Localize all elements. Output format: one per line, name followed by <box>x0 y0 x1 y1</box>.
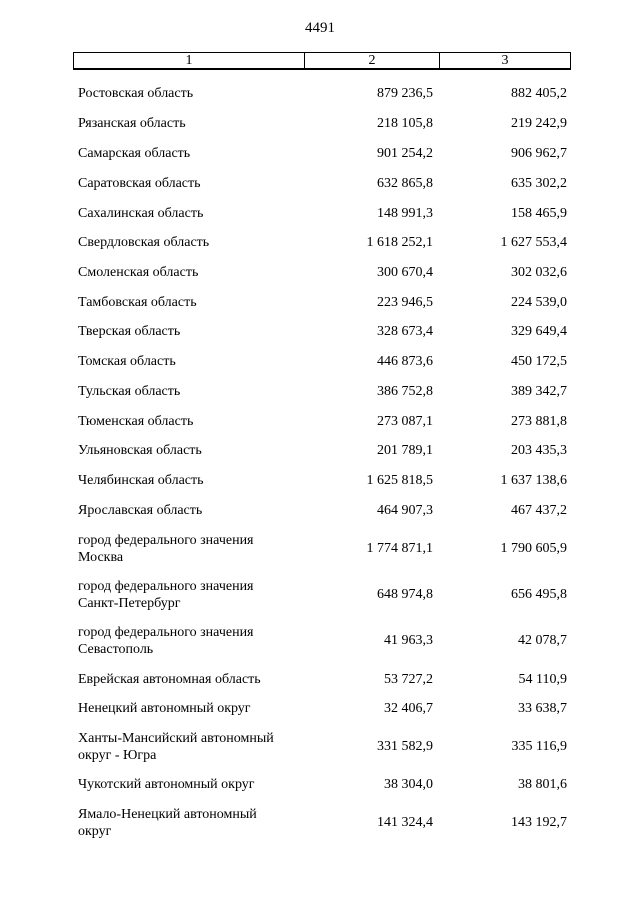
region-name-line: город федерального значения <box>78 625 254 640</box>
region-name-line: Свердловская область <box>78 235 210 250</box>
region-name <box>78 578 298 612</box>
value-col3: 906 962,7 <box>511 146 567 161</box>
region-name <box>78 383 298 400</box>
value-col3: 158 465,9 <box>511 206 567 221</box>
value-col2: 53 727,2 <box>384 672 433 687</box>
region-name-line: Челябинская область <box>78 473 204 488</box>
value-col3: 635 302,2 <box>511 176 567 191</box>
value-col2: 41 963,3 <box>384 633 433 648</box>
region-name <box>78 413 298 430</box>
value-col2: 901 254,2 <box>377 146 433 161</box>
region-name-line: Сахалинская область <box>78 206 204 221</box>
value-col3: 1 627 553,4 <box>500 235 567 250</box>
region-name-line: Томская область <box>78 354 176 369</box>
value-col2: 218 105,8 <box>377 116 433 131</box>
region-name <box>78 323 298 340</box>
value-col2: 141 324,4 <box>377 815 433 830</box>
region-name-line: Еврейская автономная область <box>78 672 261 687</box>
region-name-line: Смоленская область <box>78 265 199 280</box>
value-col3: 219 242,9 <box>511 116 567 131</box>
region-name-line: Санкт-Петербург <box>78 596 181 611</box>
region-name <box>78 532 298 566</box>
region-name-line: Ростовская область <box>78 86 194 101</box>
value-col2: 1 618 252,1 <box>366 235 433 250</box>
value-col3: 1 790 605,9 <box>500 541 567 556</box>
region-name-line: Саратовская область <box>78 176 201 191</box>
value-col3: 450 172,5 <box>511 354 567 369</box>
value-col3: 38 801,6 <box>518 777 567 792</box>
region-name <box>78 353 298 370</box>
region-name <box>78 624 298 658</box>
region-name-line: Ненецкий автономный округ <box>78 701 251 716</box>
value-col3: 656 495,8 <box>511 587 567 602</box>
column-header-2: 2 <box>305 53 440 68</box>
value-col3: 42 078,7 <box>518 633 567 648</box>
value-col2: 648 974,8 <box>377 587 433 602</box>
value-col3: 467 437,2 <box>511 503 567 518</box>
value-col2: 386 752,8 <box>377 384 433 399</box>
value-col2: 1 774 871,1 <box>366 541 433 556</box>
value-col3: 882 405,2 <box>511 86 567 101</box>
value-col2: 331 582,9 <box>377 739 433 754</box>
value-col2: 300 670,4 <box>377 265 433 280</box>
value-col3: 335 116,9 <box>511 739 567 754</box>
region-name <box>78 145 298 162</box>
region-name-line: Тульская область <box>78 384 181 399</box>
region-name <box>78 85 298 102</box>
region-name-line: Севастополь <box>78 642 154 657</box>
region-name-line: город федерального значения <box>78 533 254 548</box>
region-name <box>78 264 298 281</box>
value-col3: 33 638,7 <box>518 701 567 716</box>
value-col2: 223 946,5 <box>377 295 433 310</box>
region-name <box>78 502 298 519</box>
region-name <box>78 700 298 717</box>
value-col2: 1 625 818,5 <box>366 473 433 488</box>
region-name <box>78 472 298 489</box>
column-header-3: 3 <box>501 53 509 68</box>
value-col3: 389 342,7 <box>511 384 567 399</box>
region-name <box>78 730 298 764</box>
region-name <box>78 442 298 459</box>
region-name-line: город федерального значения <box>78 579 254 594</box>
region-name <box>78 294 298 311</box>
region-name-line: Ярославская область <box>78 503 203 518</box>
value-col2: 273 087,1 <box>377 414 433 429</box>
region-name-line: округ <box>78 824 112 839</box>
value-col3: 273 881,8 <box>511 414 567 429</box>
value-col2: 201 789,1 <box>377 443 433 458</box>
value-col3: 224 539,0 <box>511 295 567 310</box>
region-name <box>78 205 298 222</box>
region-name <box>78 806 298 840</box>
value-col3: 1 637 138,6 <box>500 473 567 488</box>
value-col2: 879 236,5 <box>377 86 433 101</box>
value-col3: 302 032,6 <box>511 265 567 280</box>
value-col2: 32 406,7 <box>384 701 433 716</box>
region-name-line: Тюменская область <box>78 414 194 429</box>
region-name <box>78 175 298 192</box>
region-name-line: Рязанская область <box>78 116 186 131</box>
region-name <box>78 671 298 688</box>
value-col2: 38 304,0 <box>384 777 433 792</box>
value-col3: 143 192,7 <box>511 815 567 830</box>
region-name-line: Ямало-Ненецкий автономный <box>78 807 257 822</box>
region-name <box>78 234 298 251</box>
value-col2: 446 873,6 <box>377 354 433 369</box>
value-col3: 203 435,3 <box>511 443 567 458</box>
region-name-line: Ханты-Мансийский автономный <box>78 731 274 746</box>
region-name-line: Самарская область <box>78 146 191 161</box>
region-name <box>78 115 298 132</box>
region-name-line: округ - Югра <box>78 748 157 763</box>
value-col2: 328 673,4 <box>377 324 433 339</box>
region-name-line: Тверская область <box>78 324 181 339</box>
page-number: 4491 <box>305 20 335 36</box>
value-col3: 54 110,9 <box>518 672 567 687</box>
value-col3: 329 649,4 <box>511 324 567 339</box>
region-name-line: Тамбовская область <box>78 295 197 310</box>
value-col2: 148 991,3 <box>377 206 433 221</box>
region-name-line: Чукотский автономный округ <box>78 777 255 792</box>
region-name-line: Москва <box>78 550 124 565</box>
value-col2: 632 865,8 <box>377 176 433 191</box>
column-header-1: 1 <box>74 53 305 68</box>
region-name <box>78 776 298 793</box>
region-name-line: Ульяновская область <box>78 443 202 458</box>
value-col2: 464 907,3 <box>377 503 433 518</box>
